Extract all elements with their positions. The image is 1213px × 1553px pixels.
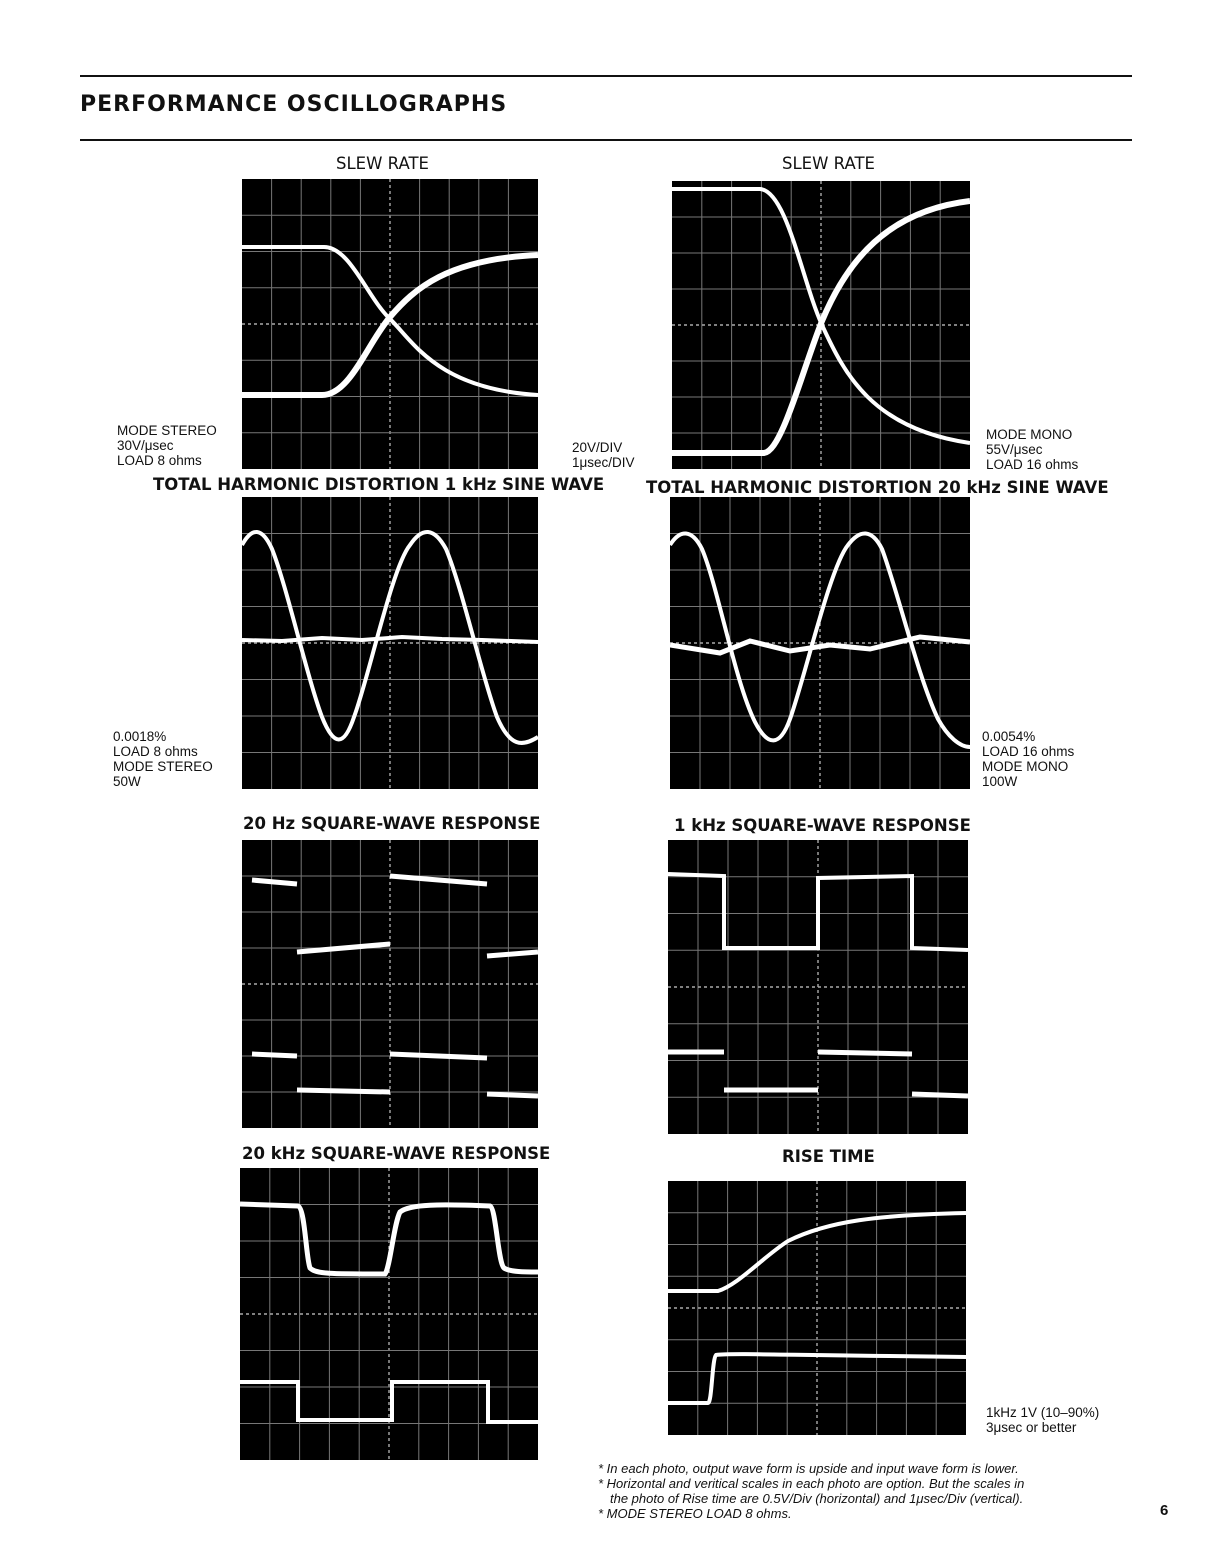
- footnote-2: * Horizontal and veritical scales in each photo are option. But the scales in: [598, 1476, 1025, 1491]
- thd-1k-title: TOTAL HARMONIC DISTORTION 1 kHz SINE WAVE: [153, 475, 605, 494]
- top-rule: [80, 75, 1132, 77]
- scope-thd-20k: [670, 497, 970, 789]
- scope-slew-mono: [672, 181, 970, 469]
- footnote-4: * MODE STEREO LOAD 8 ohms.: [598, 1506, 792, 1521]
- slew-stereo-labels: [117, 423, 217, 468]
- sq-20hz-title: 20 Hz SQUARE-WAVE RESPONSE: [243, 814, 541, 833]
- slew-stereo-title: SLEW RATE: [336, 154, 429, 173]
- thd-20k-labels: [982, 729, 1074, 789]
- page-title: PERFORMANCE OSCILLOGRAPHS: [80, 92, 508, 117]
- footnote-1: * In each photo, output wave form is upside and input wave form is lower.: [598, 1461, 1019, 1476]
- sq-20khz-title: 20 kHz SQUARE-WAVE RESPONSE: [242, 1144, 551, 1163]
- thd-20k-mode: MODE MONO: [982, 759, 1069, 774]
- scope-slew-stereo: [242, 179, 538, 469]
- slew-scale-labels: [572, 440, 635, 470]
- slew-stereo-load: LOAD 8 ohms: [117, 453, 202, 468]
- thd-20k-load: LOAD 16 ohms: [982, 744, 1075, 759]
- thd-20k-value: 0.0054%: [982, 729, 1036, 744]
- footnote-3: the photo of Rise time are 0.5V/Div (horizontal) and 1μsec/Div (vertical).: [610, 1491, 1024, 1506]
- thd-1k-labels: [113, 729, 213, 789]
- rise-result: 3μsec or better: [986, 1420, 1077, 1435]
- slew-stereo-rate: 30V/μsec: [117, 438, 174, 453]
- scope-thd-1k: [242, 497, 538, 789]
- thd-1k-load: LOAD 8 ohms: [113, 744, 198, 759]
- rise-labels: [986, 1405, 1099, 1435]
- scope-rise: [668, 1181, 966, 1435]
- thd-1k-value: 0.0018%: [113, 729, 167, 744]
- thd-20k-title: TOTAL HARMONIC DISTORTION 20 kHz SINE WAVE: [646, 478, 1109, 497]
- slew-mono-load: LOAD 16 ohms: [986, 457, 1079, 472]
- scope-sq-20khz: [240, 1168, 538, 1460]
- thd-1k-power: 50W: [113, 774, 141, 789]
- scope-sq-1khz: [668, 840, 968, 1134]
- sq-1khz-title: 1 kHz SQUARE-WAVE RESPONSE: [674, 816, 971, 835]
- slew-mono-labels: [986, 427, 1078, 472]
- scope-sq-20hz: [242, 840, 538, 1128]
- slew-vertical-scale: 20V/DIV: [572, 440, 623, 455]
- slew-horizontal-scale: 1μsec/DIV: [572, 455, 635, 470]
- rise-spec: 1kHz 1V (10–90%): [986, 1405, 1100, 1420]
- rise-title: RISE TIME: [782, 1147, 875, 1166]
- slew-mono-title: SLEW RATE: [782, 154, 875, 173]
- thd-1k-mode: MODE STEREO: [113, 759, 213, 774]
- slew-stereo-mode: MODE STEREO: [117, 423, 217, 438]
- thd-20k-power: 100W: [982, 774, 1018, 789]
- slew-mono-rate: 55V/μsec: [986, 442, 1043, 457]
- footnotes: [598, 1461, 1024, 1521]
- page-number: 6: [1160, 1502, 1169, 1519]
- title-rule: [80, 139, 1132, 141]
- slew-mono-mode: MODE MONO: [986, 427, 1073, 442]
